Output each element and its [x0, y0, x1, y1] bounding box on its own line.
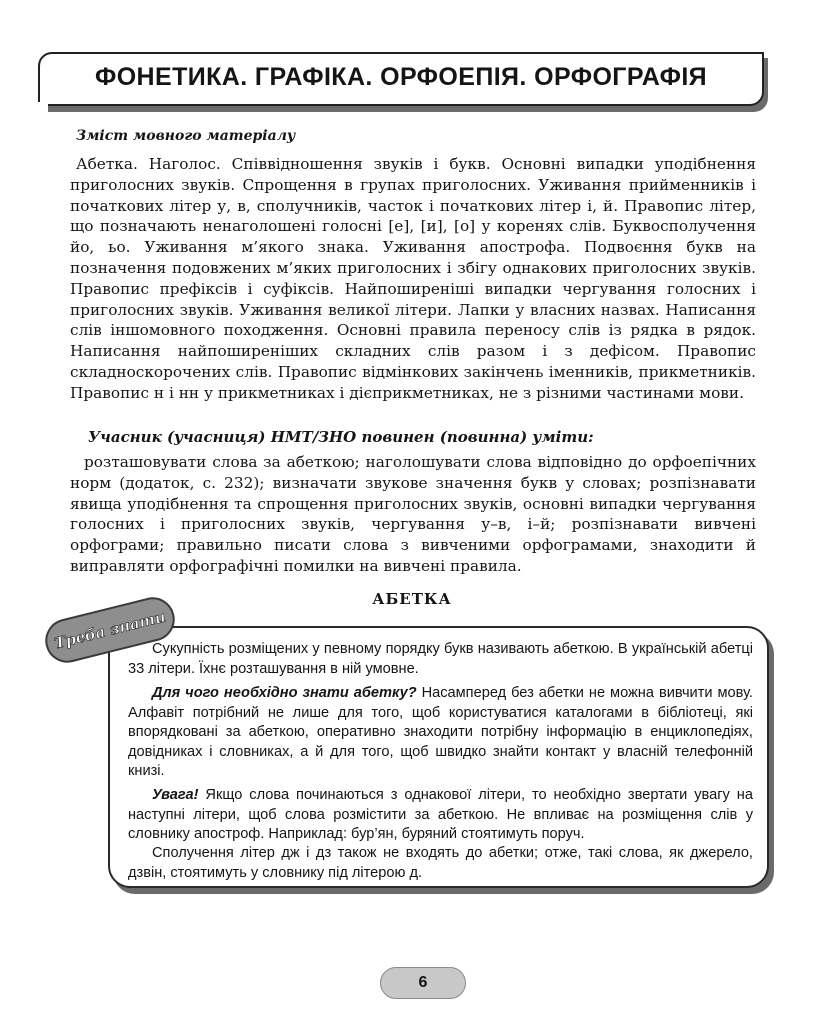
content-paragraph: [70, 154, 756, 404]
must-know-label: Треба знати: [52, 607, 168, 653]
info-paragraph-2: Для чого необхідно знати абетку? Насамперед без абетки не можна вивчити мову. Алфавіт потрібний не лише для того, щоб користуватися каталогами в бібліотеці, які впорядковані за абеткою, оперативно знаходити потрібну інформацію в енциклопедіях, довідниках і словниках, а й для того, щоб швидко знайти контакт у власній телефонній книзі.: [128, 685, 753, 780]
content-text: Абетка. Наголос. Співвідношення звуків і букв. Основні випадки уподібнення приголосних звуків. Спрощення в групах приголосних. Уживання прийменників і початкових літер у, в, сполучників, часток і початкових літер і, й. Правопис літер, що позначають ненаголошені голосні [е], [и], [о] у коренях слів. Буквосполучення йо, ьо. Уживання м’якого знака. Уживання апострофа. Подвоєння букв на позначення подовжених м’яких приголосних і збігу однакових приголосних звуків. Правопис префіксів і суфіксів. Найпоширеніші випадки чергування голосних і приголосних звуків. Уживання великої літери. Лапки у власних назвах. Написання слів іншомовного походження. Основні правила переносу слів із рядка в рядок. Написання найпоширеніших складних слів разом і з дефісом. Правопис складноскорочених слів. Правопис відмінкових закінчень іменників, прикметників. Правопис н і нн у прикметниках і дієприкметниках, не з різними частинами мови.: [70, 155, 756, 402]
info-question: Для чого необхідно знати абетку?: [152, 685, 417, 701]
chapter-title: ФОНЕТИКА. ГРАФІКА. ОРФОЕПІЯ. ОРФОГРАФІЯ: [94, 63, 708, 91]
info-paragraph-3: Увага! Якщо слова починаються з однакової літери, то необхідно звертати увагу на наступні літери, щоб слова розмістити за абеткою. Не впливає на розміщення слів у словнику апостроф. Наприклад: бур’ян, буряний стоятимуть поруч.: [128, 787, 753, 843]
info-paragraph-1: Сукупність розміщених у певному порядку букв називають абеткою. В українській абетці 33 літери. Їхнє розташування в ній умовне.: [128, 641, 753, 677]
requirements-paragraph: [70, 452, 756, 577]
section-title: АБЕТКА: [372, 590, 452, 608]
requirements-heading: Учасник (учасниця) НМТ/ЗНО повинен (повинна) уміти:: [88, 428, 594, 446]
info-box: [108, 626, 769, 888]
info-paragraph-4: Сполучення літер дж і дз також не входять до абетки; отже, такі слова, як джерело, дзвін, стоятимуть у словнику під літерою д.: [128, 845, 753, 881]
chapter-header: [38, 52, 764, 106]
content-subtitle: Зміст мовного матеріалу: [76, 128, 296, 144]
info-attention: Увага!: [152, 787, 199, 803]
requirements-text: розташовувати слова за абеткою; наголошувати слова відповідно до орфоепічних норм (додаток, с. 232); визначати звукове значення букв у словах; розпізнавати явища уподібнення та спрощення приголосних звуків, основні випадки чергування голосних і приголосних звуків, чергування у–в, і–й; розпізнавати вивчені орфограми; правильно писати слова з вивченими орфограмами, знаходити й виправляти орфографічні помилки на вивчені правила.: [70, 453, 756, 575]
page-number: 6: [380, 967, 466, 999]
